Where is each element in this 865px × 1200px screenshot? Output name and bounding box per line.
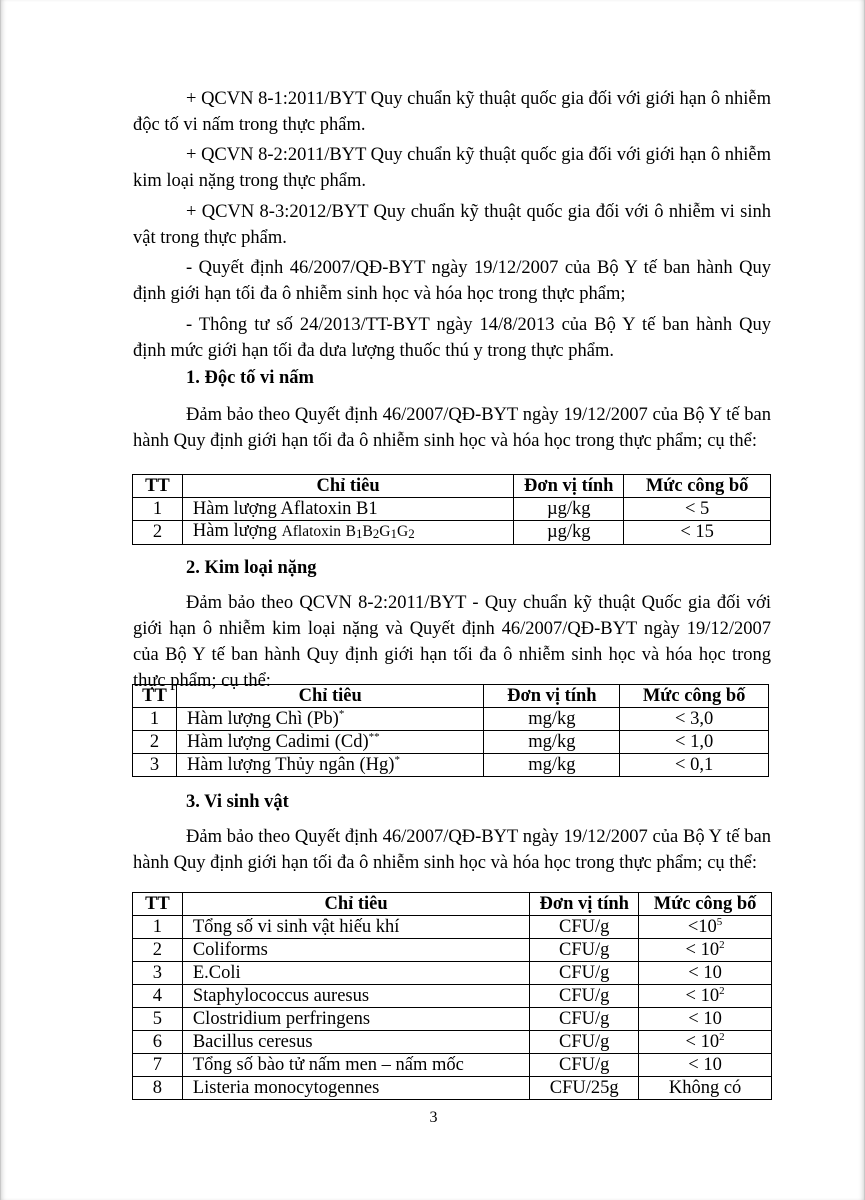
page-number: 3 — [429, 1109, 438, 1126]
table-row: 2 Hàm lượng Cadimi (Cd)** mg/kg < 1,0 — [133, 731, 769, 754]
table-row: 2 Coliforms CFU/g < $10^2$ — [133, 939, 772, 962]
section-heading-3: 3. Vi sinh vật — [186, 792, 289, 812]
table-row: 6 Bacillus ceresus CFU/g < $10^2$ — [133, 1031, 772, 1054]
table-row: 4 Staphylococcus auresus CFU/g < $10^2$ — [133, 985, 772, 1008]
col-muc-cong-bo: Mức công bố — [624, 475, 771, 498]
table-row: 3 E.Coli CFU/g < 10 — [133, 962, 772, 985]
table-mycotoxin — [132, 474, 771, 545]
paragraph-decision-46: - Quyết định 46/2007/QĐ-BYT ngày 19/12/2007 của Bộ Y tế ban hành Quy định giới hạn tối đa ô nhiễm sinh học và hóa học trong thực phẩm; — [133, 258, 771, 304]
table-row: 1 Hàm lượng Chì (Pb)* mg/kg < 3,0 — [133, 708, 769, 731]
col-don-vi: Đơn vị tính — [514, 475, 624, 498]
paragraph-circular-24: - Thông tư số 24/2013/TT-BYT ngày 14/8/2013 của Bộ Y tế ban hành Quy định mức giới hạn tối đa dưa lượng thuốc thú y trong thực phẩm. — [133, 315, 771, 361]
aflatoxin-types: $B_1B_2G_1G_2$ — [345, 523, 415, 541]
table-header-row: TT Chỉ tiêu Đơn vị tính Mức công bố — [133, 893, 772, 916]
table-row: 1 Hàm lượng Aflatoxin B1 µg/kg < 5 — [133, 498, 771, 521]
section-2-intro: Đảm bảo theo QCVN 8-2:2011/BYT - Quy chuẩn kỹ thuật Quốc gia đối với giới hạn ô nhiễm kim loại nặng và Quyết định 46/2007/QĐ-BYT ngày 19/12/2007 của Bộ Y tế ban hành Quy định giới hạn tối đa ô nhiễm sinh học và hóa học trong thực phẩm; cụ thể: — [133, 593, 771, 691]
table-header-row: TT Chỉ tiêu Đơn vị tính Mức công bố — [133, 685, 769, 708]
section-3-intro: Đảm bảo theo Quyết định 46/2007/QĐ-BYT ngày 19/12/2007 của Bộ Y tế ban hành Quy định giới hạn tối đa ô nhiễm sinh học và hóa học trong thực phẩm; cụ thể: — [133, 827, 771, 873]
paragraph-qcvn-8-2: + QCVN 8-2:2011/BYT Quy chuẩn kỹ thuật quốc gia đối với giới hạn ô nhiễm kim loại nặng trong thực phẩm. — [133, 145, 771, 191]
col-tt: TT — [133, 475, 183, 498]
section-1-intro: Đảm bảo theo Quyết định 46/2007/QĐ-BYT ngày 19/12/2007 của Bộ Y tế ban hành Quy định giới hạn tối đa ô nhiễm sinh học và hóa học trong thực phẩm; cụ thể: — [133, 405, 771, 451]
paragraph-qcvn-8-1: + QCVN 8-1:2011/BYT Quy chuẩn kỹ thuật quốc gia đối với giới hạn ô nhiễm độc tố vi nấm trong thực phẩm. — [133, 89, 771, 135]
table-microorganisms — [132, 892, 772, 1100]
table-row: 5 Clostridium perfringens CFU/g < 10 — [133, 1008, 772, 1031]
section-heading-2: 2. Kim loại nặng — [186, 558, 317, 578]
table-row: 3 Hàm lượng Thủy ngân (Hg)* mg/kg < 0,1 — [133, 754, 769, 777]
col-chi-tieu: Chỉ tiêu — [182, 475, 513, 498]
section-heading-1: 1. Độc tố vi nấm — [186, 368, 314, 388]
table-row: 8 Listeria monocytogennes CFU/25g Không có — [133, 1077, 772, 1100]
table-heavy-metals — [132, 684, 769, 777]
table-row: 7 Tổng số bào tử nấm men – nấm mốc CFU/g < 10 — [133, 1054, 772, 1077]
table-header-row — [133, 475, 771, 498]
paragraph-qcvn-8-3: + QCVN 8-3:2012/BYT Quy chuẩn kỹ thuật quốc gia đối với ô nhiễm vi sinh vật trong thực phẩm. — [133, 202, 771, 248]
table-row: 1 Tổng số vi sinh vật hiếu khí CFU/g $<10^5$ — [133, 916, 772, 939]
table-row: 2 Hàm lượng Aflatoxin $B_1B_2G_1G_2$ µg/kg < 15 — [133, 521, 771, 545]
